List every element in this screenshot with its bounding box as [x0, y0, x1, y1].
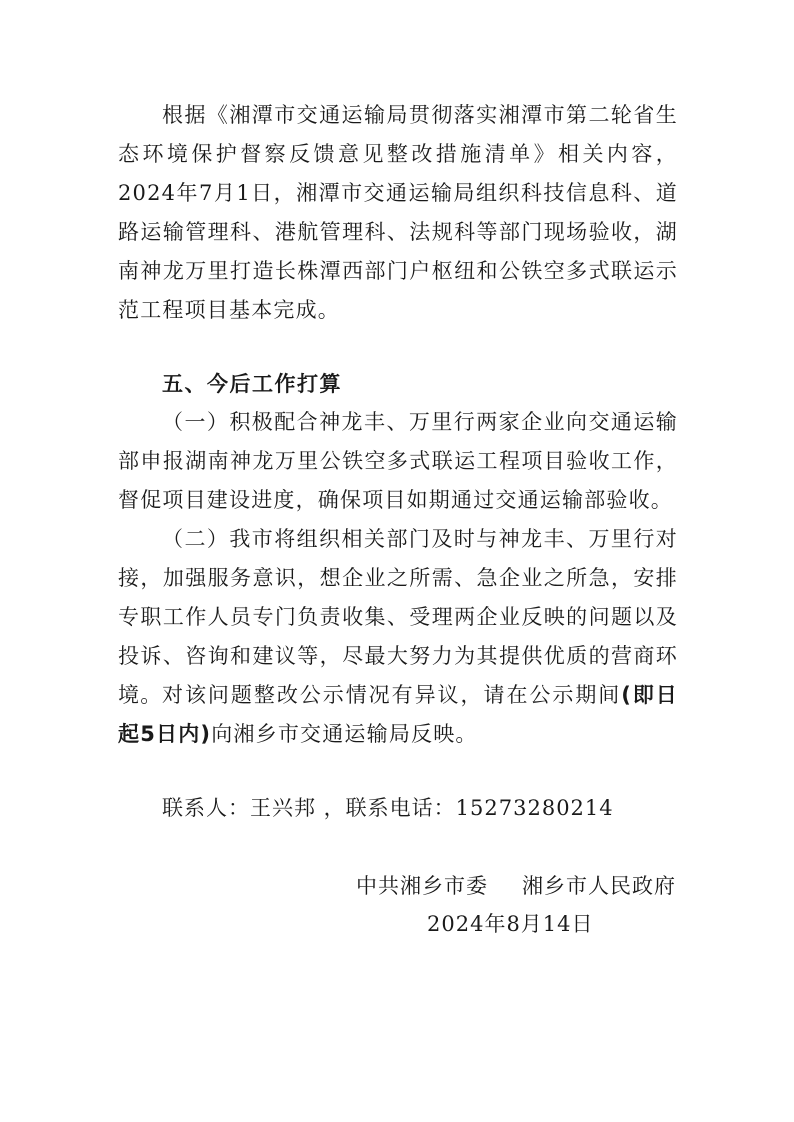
- plan-item-2: （二）我市将组织相关部门及时与神龙丰、万里行对接，加强服务意识，想企业之所需、急企业之所急，安排专职工作人员专门负责收集、受理两企业反映的问题以及投诉、咨询和建议等，尽最大努力为其提供优质的营商环境。: [118, 527, 678, 707]
- notice-period-bold: (即日起5日内): [118, 683, 679, 746]
- contact-line: 联系人：王兴邦 ，联系电话：15273280214: [162, 796, 614, 820]
- document-date: 2024年8月14日: [427, 912, 594, 936]
- objection-notice: [118, 676, 678, 754]
- paragraph-acceptance: 根据《湘潭市交通运输局贯彻落实湘潭市第二轮省生态环境保护督察反馈意见整改措施清单》相关内容，2024年7月1日，湘潭市交通运输局组织科技信息科、道路运输管理科、港航管理科、法规科等部门现场验收，湖南神龙万里打造长株潭西部门户枢纽和公铁空多式联运示范工程项目基本完成。: [118, 103, 678, 322]
- signer-party-committee: 中共湘乡市委: [356, 874, 488, 898]
- notice-text-after: 向湘乡市交通运输局反映。: [211, 722, 478, 746]
- plan-item-1: （一）积极配合神龙丰、万里行两家企业向交通运输部申报湖南神龙万里公铁空多式联运工程项目验收工作，督促项目建设进度，确保项目如期通过交通运输部验收。: [118, 410, 678, 512]
- notice-text-before: 对该问题整改公示情况有异议，请在公示期间: [162, 683, 622, 707]
- section-heading-future-plans: 五、今后工作打算: [162, 372, 342, 396]
- signer-government: 湘乡市人民政府: [522, 874, 676, 898]
- signatures-line: [356, 870, 676, 902]
